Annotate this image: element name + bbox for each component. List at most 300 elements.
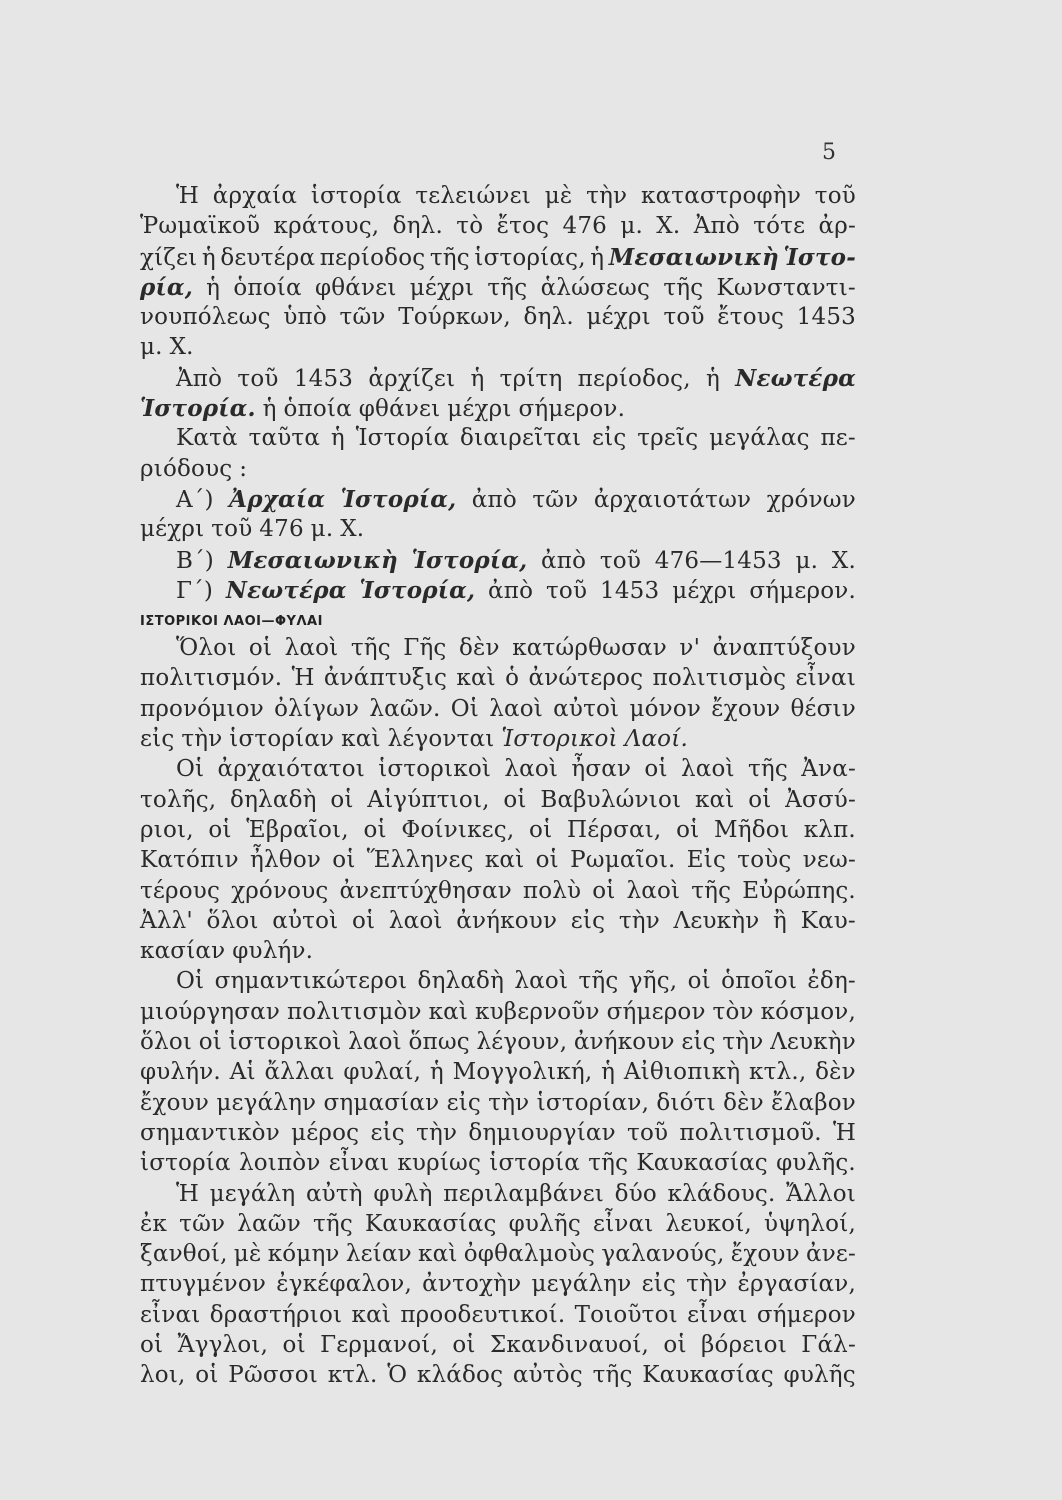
word: Ἀνα- [801, 756, 856, 783]
text-line [140, 756, 856, 786]
word: Ἀσσύ- [785, 786, 856, 813]
word: κλάδος [416, 1362, 504, 1389]
word: ἀντοχὴν [422, 1271, 522, 1298]
word: λαοὶ [680, 756, 735, 783]
word: ἱστορία [310, 183, 402, 209]
word: τὴν [488, 1089, 530, 1116]
word: κλάδους. [667, 1180, 776, 1207]
word: Λευκὴν [673, 907, 760, 934]
word: Β΄) [176, 547, 214, 574]
text-line [140, 577, 856, 607]
word: Κατὰ [176, 425, 238, 452]
word: οἱ [282, 1331, 306, 1358]
text-line [140, 726, 856, 756]
word: Ἡ [291, 665, 315, 692]
word: ἀνήκουν [573, 1029, 675, 1056]
word: εἰς [641, 1271, 677, 1298]
word: εἶναι [687, 1301, 748, 1328]
word: ἐγκέφαλον, [276, 1271, 412, 1298]
word: Ἡ [832, 1119, 856, 1146]
word: ὑψηλοί, [764, 1210, 856, 1237]
word: Πέρσαι, [566, 816, 662, 843]
word: Γῆς [403, 635, 447, 662]
word: Ἀλλ' [140, 907, 193, 934]
text-line [140, 696, 856, 726]
word: ἡ [706, 365, 720, 392]
paragraphs-peoples [140, 635, 856, 1392]
word: Ὁ [387, 1362, 408, 1389]
word: μόνον [629, 695, 702, 722]
word: Α΄) [176, 486, 214, 513]
word: σήμερον. [749, 577, 856, 604]
word: 476 [562, 213, 607, 240]
word: λαῶν [237, 1210, 301, 1237]
word: κυβερνοῦν [475, 998, 600, 1025]
word: Καυκασίας [365, 1210, 497, 1237]
word: μέρος [291, 1119, 360, 1146]
text-line [140, 999, 856, 1029]
word: κτλ., [749, 1059, 807, 1086]
word: εἰς [140, 726, 175, 753]
word: γαλανούς, [601, 1241, 725, 1268]
word: εἰς [370, 1119, 405, 1146]
word: Μεσαιωνικὴ [227, 546, 398, 574]
word: Ἑβραῖοι, [246, 816, 349, 843]
word: ἀνεπτύχθησαν [339, 877, 512, 904]
word: οἱ [687, 968, 711, 995]
word: ριόδους [140, 455, 233, 482]
word: μ. [140, 334, 163, 361]
word: ὑπὸ [283, 304, 327, 331]
word: κόσμον, [760, 998, 856, 1025]
text-line [140, 1090, 856, 1120]
word: ἔτος [496, 213, 550, 240]
word: κυρίως [397, 1150, 482, 1177]
paragraphs-periods [140, 183, 856, 607]
word: κλπ. [803, 816, 856, 843]
word: 476 [259, 516, 304, 543]
word: περίοδος [319, 244, 426, 271]
word: Ἱστορία [355, 425, 450, 452]
word: φυλῆς [508, 1210, 581, 1237]
word: τρίτη [499, 365, 563, 392]
word: ἔχουν [140, 1089, 210, 1116]
text-line [140, 486, 856, 516]
word: τοῦ [211, 516, 253, 543]
text-line [140, 1029, 856, 1059]
word: ἡ [330, 425, 345, 452]
word: καὶ [418, 1241, 458, 1268]
word: εἶναι [140, 1301, 201, 1328]
word: περίοδος, [577, 365, 691, 392]
word: ὀφθαλμοὺς [463, 1241, 596, 1268]
word: φυλήν. [140, 1059, 221, 1086]
word: λαοὶ [514, 968, 569, 995]
word: μέχρι [586, 304, 651, 331]
word: Ἱστορία, [411, 546, 528, 574]
word: αὐτὴ [305, 1180, 363, 1207]
word: Σκανδιναυοί, [489, 1331, 650, 1358]
word: γῆς, [628, 968, 678, 995]
body-text [140, 183, 856, 1393]
word: ἦσαν [571, 756, 632, 783]
word: οἱ [363, 816, 387, 843]
word: λοι, [140, 1362, 186, 1389]
word: ἔλαβον [771, 1089, 856, 1116]
word: μὲ [233, 1241, 262, 1268]
word: οἱ [592, 877, 616, 904]
word: δηλ. [523, 304, 574, 331]
word: καὶ [351, 1301, 392, 1328]
word: εἰς [570, 907, 606, 934]
word: τοῦ [599, 547, 642, 574]
text-line [140, 1241, 856, 1271]
word: τὴν [686, 1271, 728, 1298]
word: προοδευτικοί. [400, 1301, 566, 1328]
word: τῆς [350, 635, 391, 662]
word: βόρειοι [701, 1331, 787, 1358]
word: ἡ [590, 244, 605, 271]
text-line [140, 665, 856, 695]
word: ἀρχαία [212, 183, 298, 209]
word: διαιρεῖται [460, 425, 582, 452]
word: Ἱστορία, [359, 576, 476, 604]
word: ἀνήκουν [456, 907, 558, 934]
word: κασίαν [140, 938, 226, 965]
word: οἱ [198, 1029, 222, 1056]
word: προνόμιον [140, 695, 264, 722]
text-line [140, 1302, 856, 1332]
word: οἱ [452, 1331, 476, 1358]
word: τῶν [532, 486, 579, 513]
text-line [140, 1150, 856, 1180]
word: ἀπὸ [471, 486, 517, 513]
word: Εἰς [686, 847, 727, 874]
word: ἔτους [717, 304, 785, 331]
word: δημιουργίαν [468, 1119, 616, 1146]
word: οἱ [248, 635, 273, 662]
word: σήμερον [756, 1301, 856, 1328]
word: ἀνώτερος [528, 665, 644, 692]
word: ἔχουν [730, 1241, 800, 1268]
word: οἱ [676, 816, 700, 843]
word: μὲ [544, 183, 573, 209]
word: μέχρι [140, 516, 205, 543]
word: οἱ [140, 1331, 164, 1358]
text-line [140, 183, 856, 213]
word: Μεσαιωνικὴ [608, 243, 779, 271]
text-line [140, 1120, 856, 1150]
word: ἡ [206, 274, 221, 301]
word: ἡ [470, 365, 485, 392]
word: φυλῆς [783, 1362, 856, 1389]
word: οἱ [208, 816, 232, 843]
word: εἰς [681, 1029, 716, 1056]
word: : [239, 455, 248, 482]
word: περιλαμβάνει [443, 1180, 605, 1207]
word: φθάνει [358, 396, 441, 423]
word: Ἀπὸ [176, 365, 223, 392]
word: φυλῆς. [776, 1150, 856, 1177]
word: ἐκ [140, 1210, 168, 1237]
word: Ἀρχαία [229, 485, 326, 513]
word: Τούρκων, [398, 304, 511, 331]
word: Χ. [656, 213, 681, 240]
word: ἡ [201, 244, 216, 271]
word: οἱ [332, 847, 356, 874]
word: Ἡ [176, 183, 200, 209]
word: δραστήριοι [209, 1301, 343, 1328]
word: Εὐρώπης. [742, 877, 856, 904]
text-line [140, 635, 856, 665]
word: Ρῶσσοι [228, 1362, 318, 1389]
word: ἀνάπτυξις [323, 665, 448, 692]
word: ἡ [429, 1059, 444, 1086]
word: ἀρ- [818, 213, 856, 240]
word: 1453 [600, 577, 660, 604]
word: ἱστορία [140, 1150, 231, 1177]
word: Μογγολική, [452, 1059, 593, 1086]
word: τῆς [312, 1210, 353, 1237]
word: Ἄλλοι [786, 1180, 856, 1207]
word: πολιτισμόν. [140, 665, 283, 692]
word: λείαν [345, 1241, 412, 1268]
word: φυλὴ [373, 1180, 433, 1207]
word: Ἱστορία. [140, 395, 256, 423]
word: χίζει [140, 244, 198, 271]
word: σημασίαν [323, 1089, 440, 1116]
word: τέρους [140, 877, 221, 904]
word: ἡ [601, 1059, 616, 1086]
word: τῶν [179, 1210, 226, 1237]
word: αὐτὸς [512, 1362, 583, 1389]
word: μέχρι [672, 577, 737, 604]
word: Ρωμαῖοι. [570, 847, 676, 874]
word: φθάνει [314, 274, 397, 301]
word: δηλαδὴ [230, 786, 317, 813]
word: ἐργασίαν, [737, 1271, 856, 1298]
text-line [140, 425, 856, 455]
word: εἰς [592, 425, 627, 452]
word: κτλ. [327, 1362, 378, 1389]
word: Κωνσταντι- [716, 274, 856, 301]
word: ἀρχίζει [368, 365, 456, 392]
word: οἱ [529, 816, 553, 843]
word: Αἰγύπτιοι, [367, 786, 490, 813]
word: Οἱ [176, 756, 205, 783]
word: Αἰθιοπικὴ [623, 1059, 741, 1086]
text-line [140, 547, 856, 577]
word: καὶ [428, 998, 469, 1025]
word: Νεωτέρα [225, 576, 347, 604]
text-line [140, 516, 856, 546]
word: φυλήν. [232, 938, 314, 965]
word: ἁλώσεως [540, 274, 651, 301]
word: Χ. [831, 547, 856, 574]
word: Ἱστορία, [340, 485, 457, 513]
word: μ. [795, 547, 819, 574]
page-number: 5 [822, 140, 836, 165]
word: οἱ [330, 786, 354, 813]
word: Ἄγγλοι, [177, 1331, 269, 1358]
word: μεγάλη [209, 1180, 296, 1207]
text-line [140, 817, 856, 847]
word: Λαοί. [624, 726, 688, 753]
word: Λευκὴν [770, 1029, 856, 1056]
word: χρόνων [766, 486, 856, 513]
word: εἶναι [795, 665, 856, 692]
word: δὲν [723, 1089, 764, 1116]
word: Γερμανοί, [320, 1331, 438, 1358]
word: εἶναι [328, 1150, 390, 1177]
word: σημαντικώτεροι [214, 968, 408, 995]
word: τότε [753, 213, 806, 240]
word: λαῶν. [369, 695, 441, 722]
word: τῆς [578, 968, 619, 995]
word: ἀρχαιότατοι [217, 756, 365, 783]
word: ὁ [505, 665, 520, 692]
word: μεγάλην [216, 1089, 317, 1116]
text-line [140, 908, 856, 938]
word: ἐδη- [807, 968, 856, 995]
word: πτυγμένον [140, 1271, 267, 1298]
word: ὀλίγων [274, 695, 360, 722]
word: αὐτοὶ [272, 907, 339, 934]
word: χρόνους [231, 877, 329, 904]
word: τολῆς, [140, 786, 217, 813]
word: τὴν [618, 907, 660, 934]
word: μεγάλην [531, 1271, 632, 1298]
text-line [140, 365, 856, 395]
word: κατώρθωσαν [512, 635, 667, 662]
word: ριοι, [140, 816, 194, 843]
word: δευτέρα [220, 244, 316, 271]
word: σημαντικὸν [140, 1119, 280, 1146]
text-line [140, 847, 856, 877]
text-line [140, 878, 856, 908]
text-line [140, 1271, 856, 1301]
word: ὅλοι [140, 1029, 193, 1056]
word: Νεωτέρα [735, 364, 856, 392]
word: ὅπως [408, 1029, 470, 1056]
word: οἱ [195, 1362, 219, 1389]
word: λευκοί, [665, 1210, 752, 1237]
word: τοῦ [663, 304, 705, 331]
word: πολιτισμοῦ. [679, 1119, 822, 1146]
word: ξανθοί, [140, 1241, 228, 1268]
word: ἀπὸ [488, 577, 534, 604]
word: οἱ [663, 1331, 687, 1358]
word: δὲν [815, 1059, 856, 1086]
word: ἀναπτύξουν [712, 635, 856, 662]
word: 1453 [293, 365, 354, 392]
text-line [140, 1211, 856, 1241]
word: μέχρι [409, 274, 475, 301]
word: Κατόπιν [140, 847, 239, 874]
word: θέσιν [790, 695, 856, 722]
word: καταστροφὴν [641, 183, 802, 209]
text-line [140, 787, 856, 817]
section-heading: ΙΣΤΟΡΙΚΟΙ ΛΑΟΙ—ΦΥΛΑΙ [140, 613, 323, 629]
word: καὶ [484, 847, 525, 874]
word: ἱστορικοὶ [228, 1029, 342, 1056]
word: διότι [656, 1089, 716, 1116]
word: δηλ. [392, 213, 443, 240]
word: κράτους, [273, 213, 380, 240]
word: πολὺ [522, 877, 582, 904]
word: μ. [310, 516, 334, 543]
text-line [140, 213, 856, 243]
word: τελειώνει [415, 183, 531, 209]
text-line [140, 938, 856, 968]
word: λαοὶ [504, 756, 559, 783]
word: πολιτισμὸς [652, 665, 787, 692]
word: ἢ [773, 907, 788, 934]
word: φυλαί, [343, 1059, 422, 1086]
text-line [140, 1332, 856, 1362]
word: τὸ [456, 213, 484, 240]
word: ἦλθον [250, 847, 322, 874]
word: Μῆδοι [714, 816, 790, 843]
word: λαοὶ [284, 635, 339, 662]
text-line [140, 244, 856, 274]
text-line [140, 274, 856, 304]
text-line [140, 456, 856, 486]
word: λαοὶ [626, 877, 681, 904]
word: μεγάλας [709, 425, 810, 452]
text-line [140, 1362, 856, 1392]
word: Καυ- [800, 907, 856, 934]
word: Ἀπὸ [693, 213, 740, 240]
word: ὁποῖοι [721, 968, 798, 995]
word: τῶν [339, 304, 386, 331]
word: τῆς [487, 274, 528, 301]
word: ἱστορίαν [229, 726, 335, 753]
word: Τοιοῦτοι [574, 1301, 678, 1328]
word: καὶ [341, 726, 381, 753]
word: Καυκασίας [642, 1362, 774, 1389]
word: ἀπὸ [541, 547, 587, 574]
word: Ὅλοι [176, 635, 237, 662]
word: τῆς [588, 1150, 629, 1177]
word: μέχρι [447, 396, 512, 423]
word: ὅλοι [206, 907, 259, 934]
word: Χ. [340, 516, 365, 543]
word: λέγονται [387, 726, 495, 753]
word: ἱστορία [489, 1150, 581, 1177]
word: Γ΄) [176, 577, 214, 604]
word: Ἡ [176, 1180, 200, 1207]
word: ὁποία [283, 396, 352, 423]
word: οἱ [748, 786, 772, 813]
word: ἱστορίας, [474, 244, 586, 271]
word: τὸν [712, 998, 754, 1025]
word: μιούργησαν [140, 998, 281, 1025]
word: ἄλλαι [264, 1059, 335, 1086]
word: οἱ [644, 756, 668, 783]
word: τὴν [722, 1029, 764, 1056]
word: λέγουν, [476, 1029, 568, 1056]
text-line [140, 395, 856, 425]
word: λοιπὸν [238, 1150, 321, 1177]
word: Αἱ [229, 1059, 256, 1086]
word: σήμερον [606, 998, 706, 1025]
word: μ. [620, 213, 643, 240]
word: τὴν [181, 726, 223, 753]
text-line [140, 1059, 856, 1089]
word: ἱστορικοὶ [378, 756, 492, 783]
word: ὁποία [233, 274, 302, 301]
